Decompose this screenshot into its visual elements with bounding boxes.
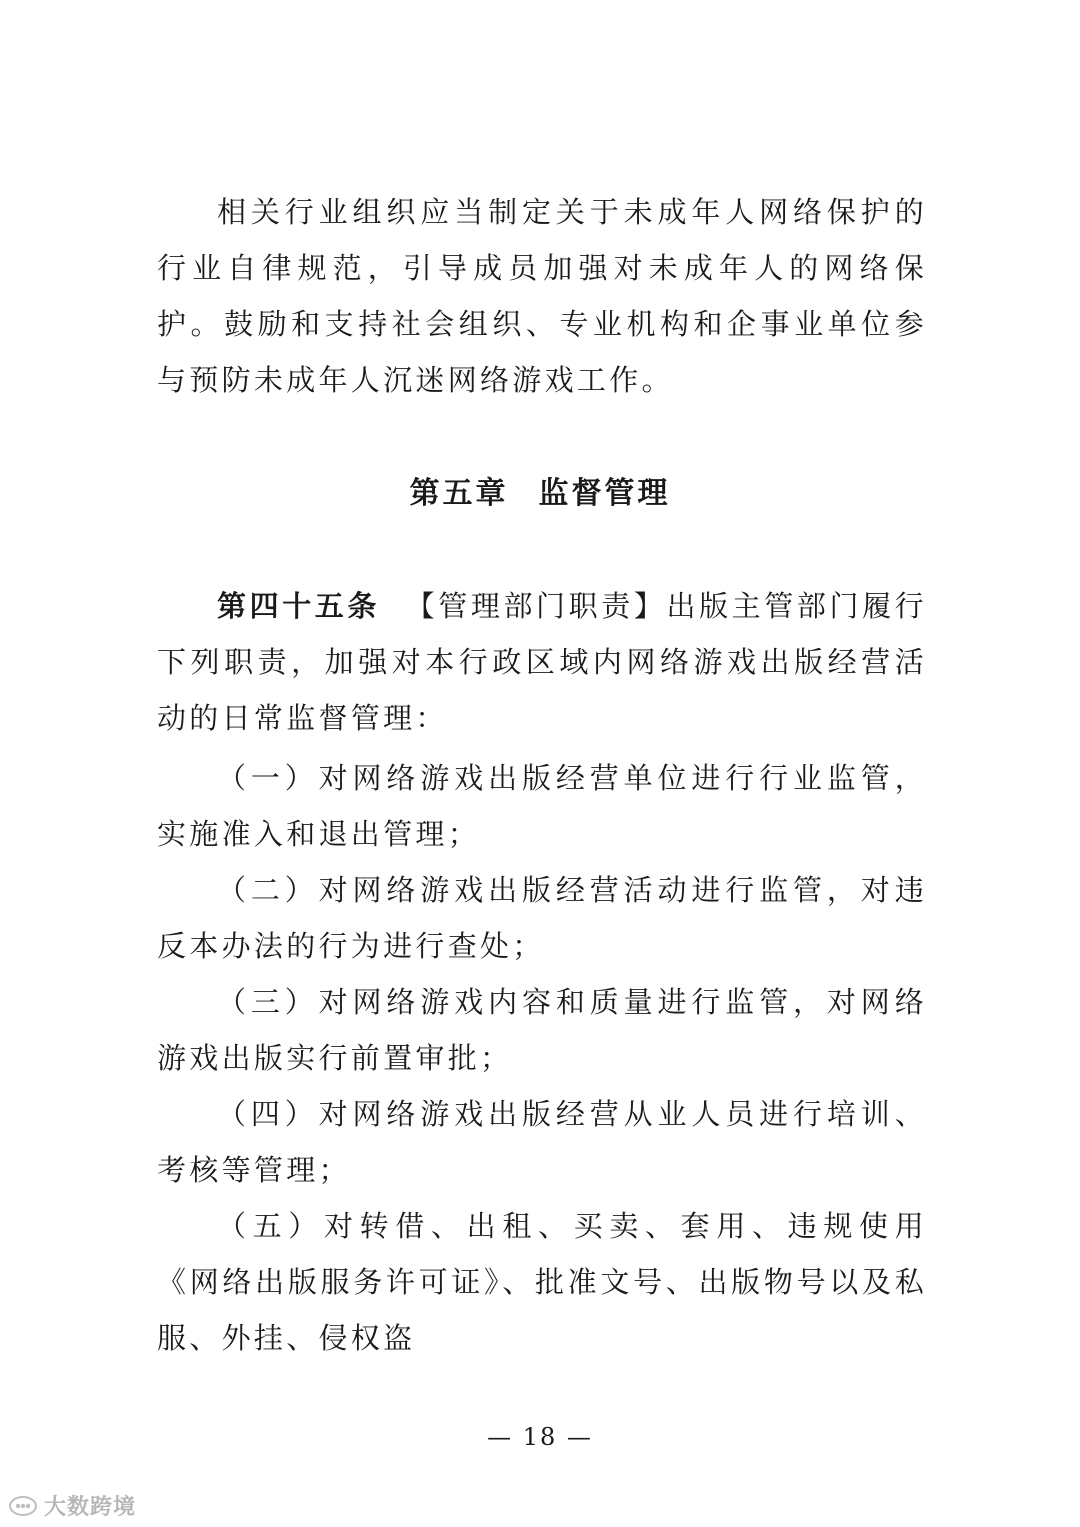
article-item-5: （五）对转借、出租、买卖、套用、违规使用《网络出版服务许可证》、批准文号、出版物号以及私服、外挂、侵权盗 xyxy=(157,1209,927,1355)
article-heading: 【管理部门职责】 xyxy=(405,589,667,623)
chapter-number: 第五章 xyxy=(409,476,509,511)
page-number: — 18 — xyxy=(487,1423,593,1451)
article-item-4: （四）对网络游戏出版经营从业人员进行培训、考核等管理； xyxy=(157,1097,927,1187)
paragraph-intro: 相关行业组织应当制定关于未成年人网络保护的行业自律规范，引导成员加强对未成年人的网络保护。鼓励和支持社会组织、专业机构和企事业单位参与预防未成年人沉迷网络游戏工作。 xyxy=(157,195,927,397)
watermark-logo-icon xyxy=(8,1495,38,1517)
article-text: 出版主管部门履行下列职责，加强对本行政区域内网络游戏出版经营活动的日常监督管理： xyxy=(157,589,927,735)
article-item-2: （二）对网络游戏出版经营活动进行监管，对违反本办法的行为进行查处； xyxy=(157,873,927,963)
article-item-3: （三）对网络游戏内容和质量进行监管，对网络游戏出版实行前置审批； xyxy=(157,985,927,1075)
watermark-text: 大数跨境 xyxy=(44,1495,137,1520)
article-paragraph xyxy=(157,578,927,746)
chapter-name: 监督管理 xyxy=(538,476,671,511)
chapter-title xyxy=(0,470,1080,518)
article-number: 第四十五条 xyxy=(217,589,381,623)
article-item-1: （一）对网络游戏出版经营单位进行行业监管，实施准入和退出管理； xyxy=(157,761,927,851)
watermark xyxy=(8,1490,136,1521)
